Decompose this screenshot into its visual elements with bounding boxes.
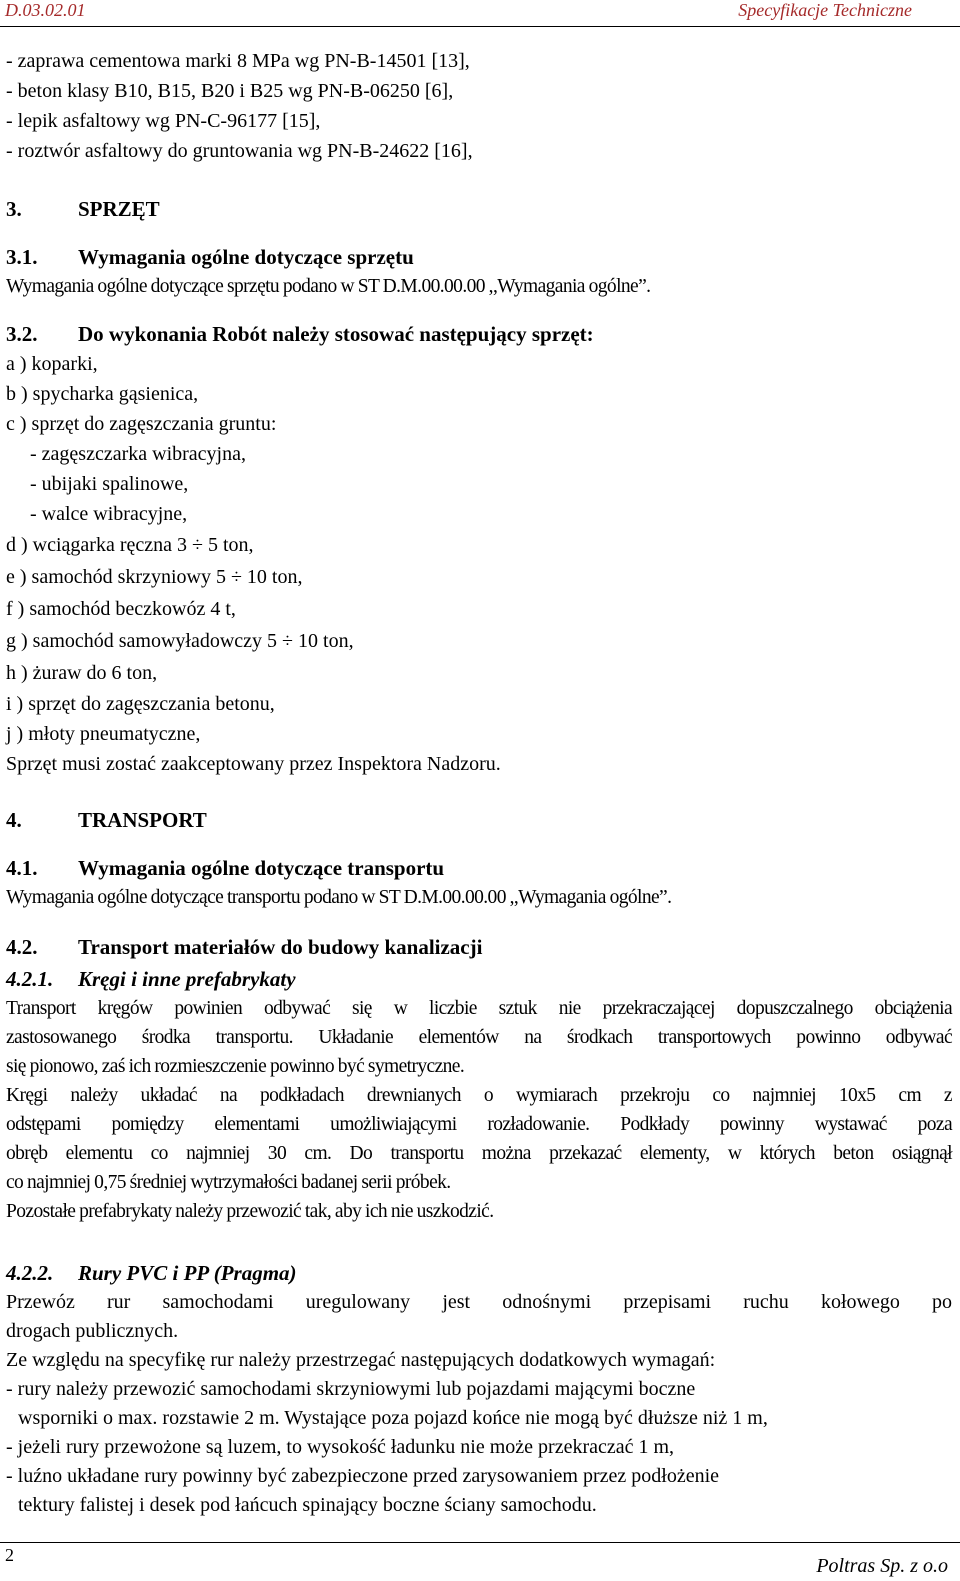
list-item: - beton klasy B10, B15, B20 i B25 wg PN-B-06250 [6],	[6, 80, 454, 102]
list-item: d ) wciągarka ręczna 3 ÷ 5 ton,	[6, 534, 254, 556]
list-item: - walce wibracyjne,	[30, 503, 188, 525]
paragraph-line: odstępami pomiędzy elementami umożliwiającymi rozładowanie. Podkłady powinny wystawać poza	[6, 1114, 952, 1135]
section-heading-4-2-2: 4.2.2. Rury PVC i PP (Pragma)	[6, 1261, 297, 1285]
list-item: j ) młoty pneumatyczne,	[6, 723, 201, 745]
list-item: e ) samochód skrzyniowy 5 ÷ 10 ton,	[6, 566, 303, 588]
section-heading-3: 3. SPRZĘT	[6, 197, 160, 221]
page-header	[0, 0, 960, 27]
company-name: Poltras Sp. z o.o	[816, 1555, 948, 1577]
list-item: i ) sprzęt do zagęszczania betonu,	[6, 693, 275, 715]
section-4-1-text: Wymagania ogólne dotyczące transportu podano w ST D.M.00.00.00 ,,Wymagania ogólne”.	[6, 887, 672, 908]
list-item: - zaprawa cementowa marki 8 MPa wg PN-B-14501 [13],	[6, 50, 470, 72]
paragraph-line: zastosowanego środka transportu. Układanie elementów na środkach transportowych powinno odbywać	[6, 1027, 952, 1048]
paragraph-line: się pionowo, zaś ich rozmieszczenie powinno być symetryczne.	[6, 1056, 465, 1077]
list-item: - lepik asfaltowy wg PN-C-96177 [15],	[6, 110, 321, 132]
list-item: c ) sprzęt do zagęszczania gruntu:	[6, 413, 277, 435]
list-item: - ubijaki spalinowe,	[30, 473, 189, 495]
equipment-list	[6, 349, 952, 779]
paragraph-line: wsporniki o max. rozstawie 2 m. Wystające poza pojazd końce nie mogą być dłuższe niż 1 m,	[18, 1407, 768, 1429]
list-item: a ) koparki,	[6, 353, 98, 375]
paragraph-line: Ze względu na specyfikę rur należy przestrzegać następujących dodatkowych wymagań:	[6, 1349, 716, 1371]
page-number: 2	[5, 1545, 14, 1565]
list-item: - roztwór asfaltowy do gruntowania wg PN-B-24622 [16],	[6, 140, 473, 162]
section-heading-3-2: 3.2. Do wykonania Robót należy stosować następujący sprzęt:	[6, 322, 594, 346]
paragraph-line: Przewóz rur samochodami uregulowany jest odnośnymi przepisami ruchu kołowego po	[6, 1291, 952, 1313]
section-heading-4: 4. TRANSPORT	[6, 808, 207, 832]
materials-list	[6, 46, 952, 166]
equipment-acceptance-note: Sprzęt musi zostać zaakceptowany przez Inspektora Nadzoru.	[6, 753, 501, 775]
list-item: h ) żuraw do 6 ton,	[6, 662, 158, 684]
section-heading-4-2: 4.2. Transport materiałów do budowy kanalizacji	[6, 935, 483, 959]
list-item: b ) spycharka gąsienica,	[6, 383, 199, 405]
paragraph-line: obręb elementu co najmniej 30 cm. Do transportu można przekazać elementy, w których beton osiągnął	[6, 1143, 952, 1164]
section-4-2-1-body	[6, 994, 952, 1226]
paragraph-line: Pozostałe prefabrykaty należy przewozić tak, aby ich nie uszkodzić.	[6, 1201, 494, 1222]
page-content	[6, 40, 952, 1520]
paragraph-line: co najmniej 0,75 średniej wytrzymałości badanej serii próbek.	[6, 1172, 451, 1193]
section-heading-4-2-1: 4.2.1. Kręgi i inne prefabrykaty	[6, 967, 296, 991]
section-heading-3-1: 3.1. Wymagania ogólne dotyczące sprzętu	[6, 245, 414, 269]
paragraph-line: Kręgi należy układać na podkładach drewnianych o wymiarach przekroju co najmniej 10x5 cm z	[6, 1085, 952, 1106]
paragraph-line: - jeżeli rury przewożone są luzem, to wysokość ładunku nie może przekraczać 1 m,	[6, 1436, 675, 1458]
list-item: g ) samochód samowyładowczy 5 ÷ 10 ton,	[6, 630, 354, 652]
paragraph-line: - luźno układane rury powinny być zabezpieczone przed zarysowaniem przez podłożenie	[6, 1465, 720, 1487]
section-4-2-2-body	[6, 1288, 952, 1520]
list-item: f ) samochód beczkowóz 4 t,	[6, 598, 236, 620]
doc-code: D.03.02.01	[5, 0, 86, 20]
paragraph-line: drogach publicznych.	[6, 1320, 179, 1342]
section-heading-4-1: 4.1. Wymagania ogólne dotyczące transportu	[6, 856, 445, 880]
doc-type: Specyfikacje Techniczne	[738, 0, 912, 20]
paragraph-line: - rury należy przewozić samochodami skrzyniowymi lub pojazdami mającymi boczne	[6, 1378, 696, 1400]
paragraph-line: Transport kręgów powinien odbywać się w liczbie sztuk nie przekraczającej dopuszczalnego obciążenia	[6, 998, 952, 1019]
section-3-1-text: Wymagania ogólne dotyczące sprzętu podano w ST D.M.00.00.00 ,,Wymagania ogólne”.	[6, 276, 651, 297]
list-item: - zagęszczarka wibracyjna,	[30, 443, 246, 465]
paragraph-line: tektury falistej i desek pod łańcuch spinający boczne ściany samochodu.	[18, 1494, 597, 1516]
page-footer	[0, 1542, 960, 1581]
